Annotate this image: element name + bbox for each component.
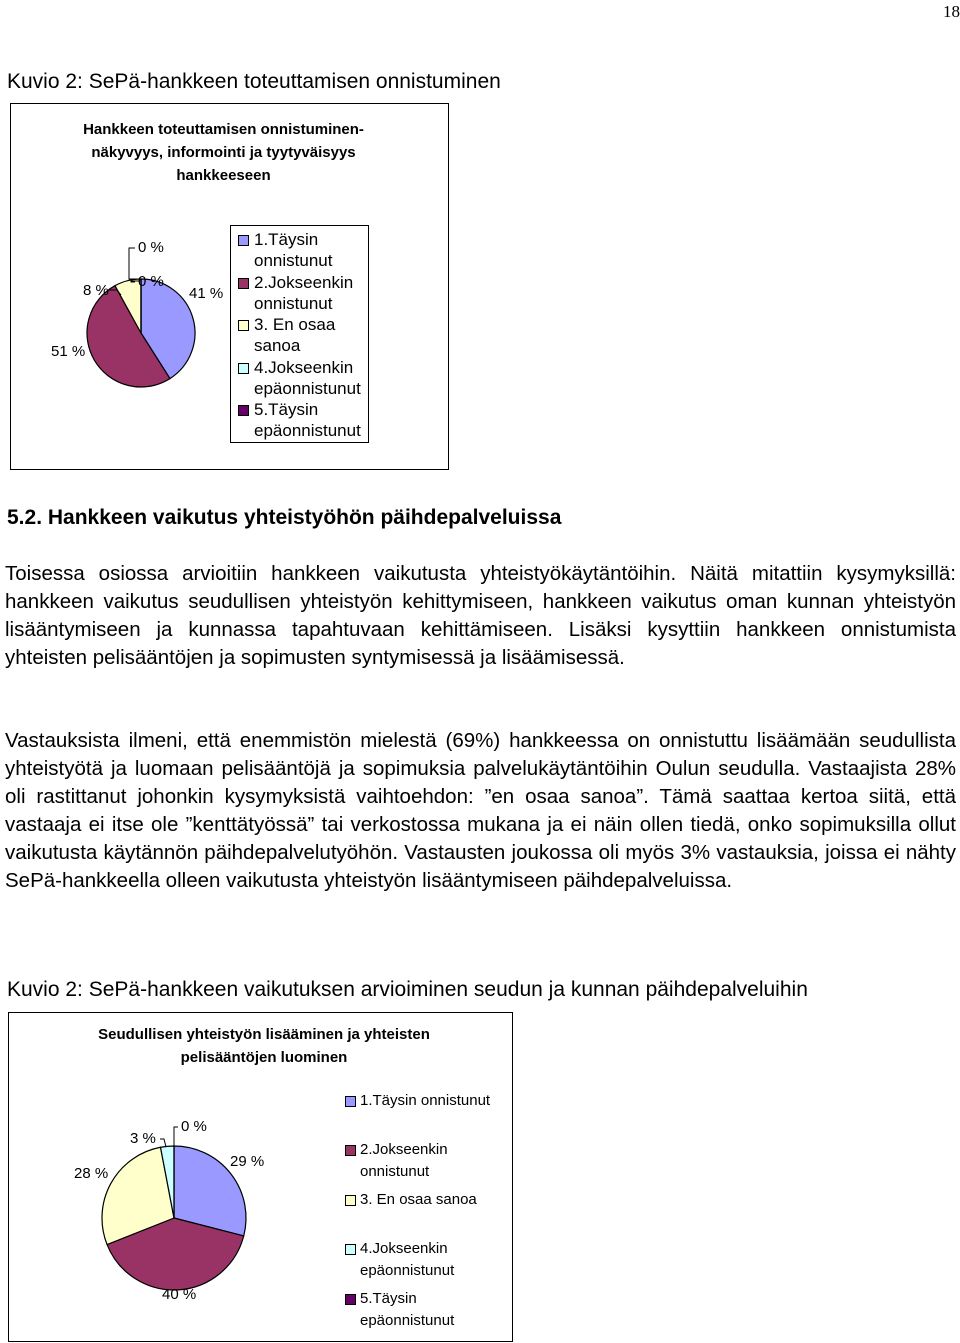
data-label-leader xyxy=(174,1127,178,1146)
figure1-title-line: näkyvyys, informointi ja tyytyväisyys xyxy=(91,144,356,161)
data-label-2: 51 % xyxy=(51,343,86,360)
legend2-label-4 xyxy=(360,1238,454,1282)
legend-swatch-3 xyxy=(238,320,249,331)
figure1-title-line: Hankkeen toteuttamisen onnistuminen- xyxy=(83,121,364,138)
figure2-chart-box xyxy=(8,1012,513,1342)
figure2-title-line: Seudullisen yhteistyön lisääminen ja yhteisten xyxy=(98,1026,430,1043)
figure1-title-line: hankkeeseen xyxy=(176,167,271,184)
data-label-5: 0 % xyxy=(138,273,164,290)
legend2-label-2 xyxy=(360,1139,448,1183)
legend-label-line: epäonnistunut xyxy=(254,379,361,398)
data-label-3: 8 % xyxy=(83,282,109,299)
legend-label-4 xyxy=(254,357,361,399)
paragraph-1: Toisessa osiossa arvioitiin hankkeen vaikutusta yhteistyökäytäntöihin. Näitä mitattiin kysymyksillä: hankkeen vaikutus seudullisen yhteistyön kehittymiseen, hankkeen vaikutus oman kunnan yhteistyön lisääntymiseen ja kunnassa tapahtuvaan kehittämiseen. Lisäksi kysyttiin hankkeen onnistumista yhteisten pelisääntöjen ja sopimusten syntymisessä ja lisäämisessä. xyxy=(5,562,956,669)
data-label-5: 0 % xyxy=(181,1118,207,1135)
figure2-title-line: pelisääntöjen luominen xyxy=(180,1049,348,1066)
legend2-swatch-2 xyxy=(345,1145,356,1156)
legend-label-line: 3. En osaa xyxy=(254,315,336,334)
legend2-swatch-4 xyxy=(345,1244,356,1255)
legend-label-3 xyxy=(254,314,335,356)
legend-swatch-5 xyxy=(238,405,249,416)
figure1-legend xyxy=(230,225,369,443)
legend-swatch-1 xyxy=(238,235,249,246)
figure1-chart-box xyxy=(10,103,449,470)
data-label-2: 40 % xyxy=(162,1286,197,1303)
legend2-label-line: 3. En osaa sanoa xyxy=(360,1191,477,1208)
figure1-pie-chart xyxy=(41,229,256,409)
data-label-4: 0 % xyxy=(138,239,164,256)
data-label-1: 41 % xyxy=(189,285,224,302)
data-label-4: 3 % xyxy=(130,1130,156,1147)
legend2-label-line: 1.Täysin onnistunut xyxy=(360,1092,491,1109)
paragraph-2: Vastauksista ilmeni, että enemmistön mielestä (69%) hankkeessa on onnistuttu lisäämään seudullista yhteistyötä ja luomaan pelisääntöjä ja sopimuksia palvelukäytäntöihin Oulun seudulla. Vastaajista 28% oli rastittanut johonkin kysymyksistä vaihtoehdon: ”en osaa sanoa”. Tämä saattaa kertoa siitä, että vastaaja ei itse ole ”kenttätyössä” tai verkostossa mukana ja ei näin ollen tiedä, onko sopimuksilla ollut vaikutusta käytännön päihdepalvelutyöhön. Vastausten joukossa oli myös 3% vastauksia, joissa ei nähty SePä-hankkeella olleen vaikutusta yhteistyön lisääntymiseen päihdepalveluissa. xyxy=(5,729,956,892)
data-label-leader xyxy=(160,1139,166,1147)
legend-label-1 xyxy=(254,229,332,271)
legend2-label-1 xyxy=(360,1090,490,1112)
legend-label-line: onnistunut xyxy=(254,251,333,270)
legend-label-line: 4.Jokseenkin xyxy=(254,358,354,377)
legend2-label-line: 4.Jokseenkin xyxy=(360,1240,448,1257)
legend-label-line: 1.Täysin xyxy=(254,230,319,249)
legend-swatch-2 xyxy=(238,278,249,289)
legend-label-line: onnistunut xyxy=(254,294,333,313)
legend2-label-line: epäonnistunut xyxy=(360,1262,455,1279)
data-label-3: 28 % xyxy=(74,1165,109,1182)
legend2-swatch-1 xyxy=(345,1096,356,1107)
legend2-label-line: 2.Jokseenkin xyxy=(360,1141,448,1158)
figure2-legend xyxy=(339,1088,509,1333)
legend2-label-5 xyxy=(360,1288,454,1332)
legend-label-2 xyxy=(254,272,353,314)
data-label-1: 29 % xyxy=(230,1153,265,1170)
legend-label-line: epäonnistunut xyxy=(254,421,361,440)
figure1-caption: Kuvio 2: SePä-hankkeen toteuttamisen onnistuminen xyxy=(7,70,501,93)
legend2-label-line: epäonnistunut xyxy=(360,1312,455,1329)
legend-swatch-4 xyxy=(238,363,249,374)
legend2-label-3 xyxy=(360,1189,477,1211)
page-number: 18 xyxy=(943,2,960,21)
figure2-pie-chart xyxy=(64,1113,334,1323)
legend2-swatch-5 xyxy=(345,1294,356,1305)
figure1-chart-title xyxy=(11,118,436,187)
section-heading: 5.2. Hankkeen vaikutus yhteistyöhön päihdepalveluissa xyxy=(7,506,562,529)
legend2-label-line: 5.Täysin xyxy=(360,1290,417,1307)
legend-label-line: sanoa xyxy=(254,336,301,355)
legend-label-line: 2.Jokseenkin xyxy=(254,273,354,292)
legend2-label-line: onnistunut xyxy=(360,1163,430,1180)
figure2-chart-title xyxy=(9,1023,519,1069)
legend-label-5 xyxy=(254,399,361,441)
figure2-caption: Kuvio 2: SePä-hankkeen vaikutuksen arvioiminen seudun ja kunnan päihdepalveluihin xyxy=(7,978,808,1001)
legend2-swatch-3 xyxy=(345,1195,356,1206)
legend-label-line: 5.Täysin xyxy=(254,400,319,419)
